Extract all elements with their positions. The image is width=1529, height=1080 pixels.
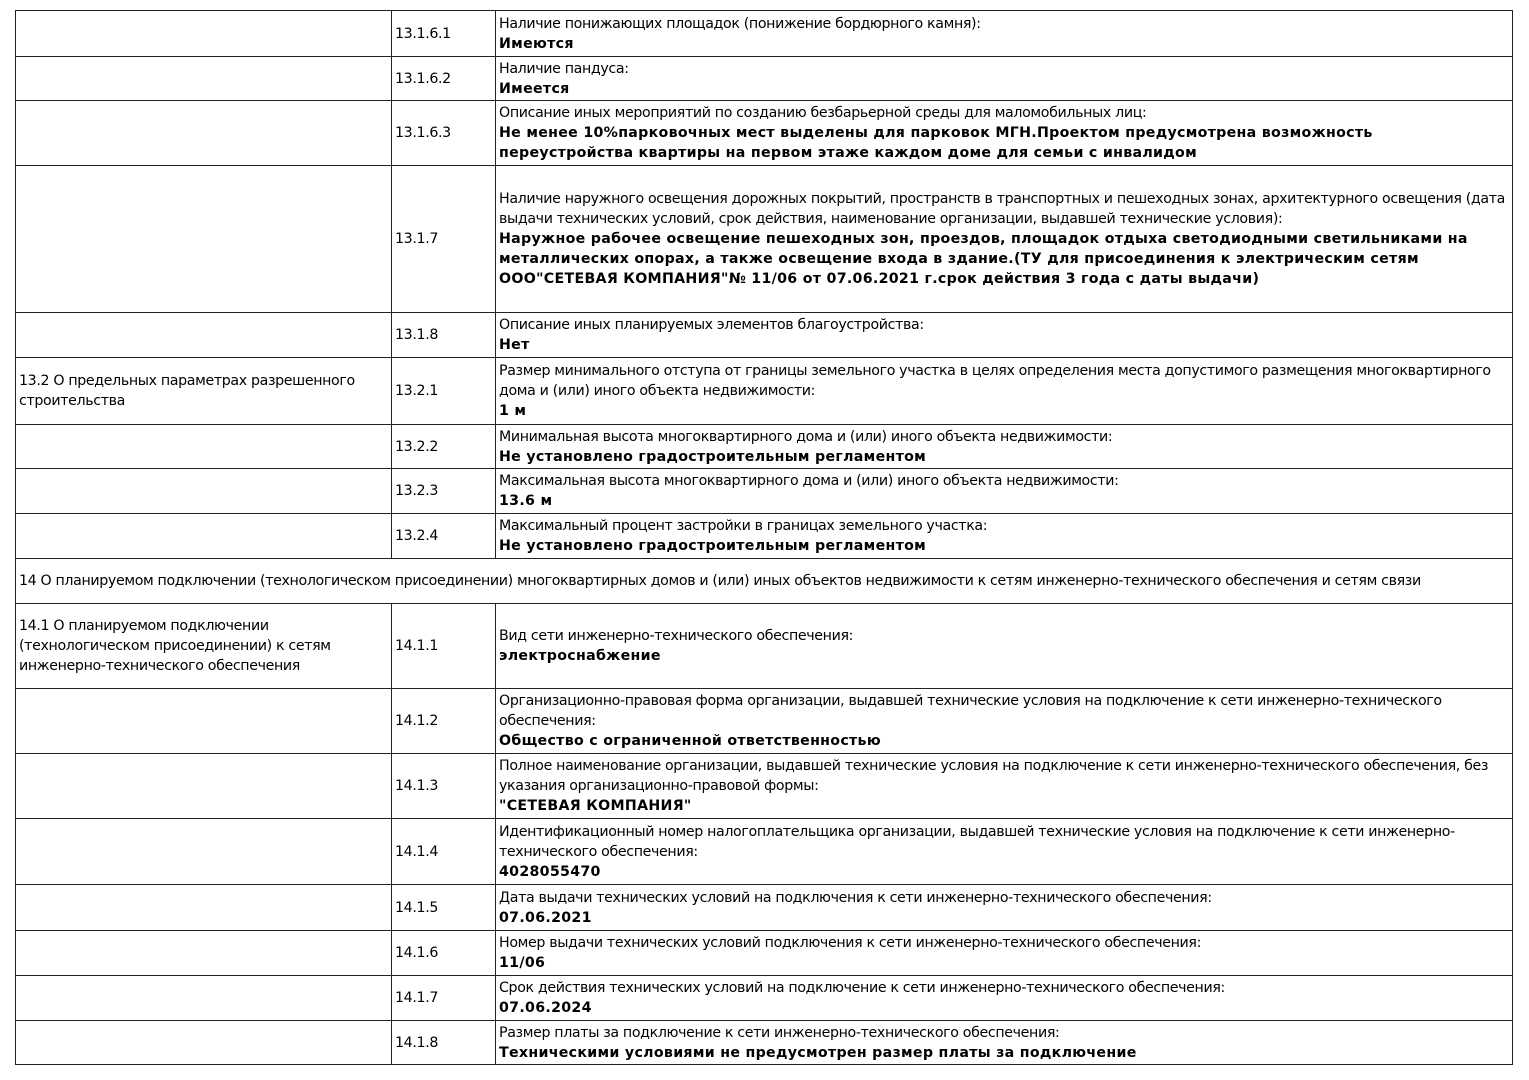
section-cell <box>16 976 392 1021</box>
section-cell <box>16 57 392 101</box>
section-cell <box>16 885 392 931</box>
item-value: 4028055470 <box>499 863 601 880</box>
item-number: 13.1.6.2 <box>392 57 496 101</box>
section-title-14: 14 О планируемом подключении (технологическом присоединении) многоквартирных домов и (или) иных объектов недвижимости к сетям инженерно-технического обеспечения и сетям связи <box>16 559 1513 604</box>
table-row <box>16 754 1513 819</box>
item-number: 14.1.1 <box>392 604 496 689</box>
item-label: Полное наименование организации, выдавшей технические условия на подключение к сети инженерно-технического обеспечения, без указания организационно-правовой формы: <box>499 758 1489 794</box>
item-value: Техническими условиями не предусмотрен размер платы за подключение <box>499 1044 1137 1061</box>
table-row <box>16 166 1513 313</box>
item-label: Номер выдачи технических условий подключения к сети инженерно-технического обеспечения: <box>499 935 1202 951</box>
item-value: Общество с ограниченной ответственностью <box>499 733 881 749</box>
item-label: Срок действия технических условий на подключение к сети инженерно-технического обеспечения: <box>499 980 1225 996</box>
item-content <box>496 57 1513 101</box>
item-value: 11/06 <box>499 955 546 971</box>
table-row <box>16 514 1513 559</box>
section-cell <box>16 1021 392 1065</box>
table-row <box>16 11 1513 57</box>
item-content <box>496 754 1513 819</box>
item-label: Дата выдачи технических условий на подключения к сети инженерно-технического обеспечения: <box>499 889 1212 906</box>
table-row <box>16 604 1513 689</box>
table-row <box>16 931 1513 976</box>
item-number: 13.1.6.1 <box>392 11 496 57</box>
item-content <box>496 313 1513 358</box>
item-number: 14.1.7 <box>392 976 496 1021</box>
table-row <box>16 976 1513 1021</box>
item-value: 07.06.2021 <box>499 909 592 926</box>
section-cell <box>16 425 392 469</box>
item-content <box>496 425 1513 469</box>
section-cell <box>16 514 392 559</box>
section-cell <box>16 469 392 514</box>
item-label: Максимальная высота многоквартирного дома и (или) иного объекта недвижимости: <box>499 473 1119 489</box>
section-cell <box>16 754 392 819</box>
section-row-14 <box>16 559 1513 604</box>
item-value: Не менее 10%парковочных мест выделены для парковок МГН.Проектом предусмотрена возможность переустройства квартиры на первом этаже каждом доме для семьи с инвалидом <box>499 125 1373 161</box>
item-value: Нет <box>499 337 530 353</box>
item-label: Максимальный процент застройки в границах земельного участка: <box>499 518 988 534</box>
item-label: Описание иных планируемых элементов благоустройства: <box>499 317 924 333</box>
item-content <box>496 514 1513 559</box>
item-label: Наличие наружного освещения дорожных покрытий, пространств в транспортных и пешеходных зонах, архитектурного освещения (дата выдачи технических условий, срок действия, наименование организации, выдавшей технические условия): <box>499 191 1505 227</box>
item-label: Наличие пандуса: <box>499 60 629 77</box>
section-cell <box>16 101 392 166</box>
item-number: 13.2.3 <box>392 469 496 514</box>
item-value: "СЕТЕВАЯ КОМПАНИЯ" <box>499 798 692 814</box>
table-row <box>16 313 1513 358</box>
section-cell <box>16 931 392 976</box>
table-row <box>16 885 1513 931</box>
section-title-13-2: 13.2 О предельных параметрах разрешенного строительства <box>16 358 392 425</box>
section-cell <box>16 689 392 754</box>
item-value: электроснабжение <box>499 648 661 664</box>
item-label: Вид сети инженерно-технического обеспечения: <box>499 628 854 644</box>
item-content <box>496 931 1513 976</box>
section-cell <box>16 11 392 57</box>
item-content <box>496 819 1513 885</box>
item-value: 13.6 м <box>499 493 553 509</box>
table-row <box>16 57 1513 101</box>
item-value: 1 м <box>499 403 527 419</box>
item-content <box>496 976 1513 1021</box>
table-row <box>16 358 1513 425</box>
item-label: Размер минимального отступа от границы земельного участка в целях определения места допустимого размещения многоквартирного дома и (или) иного объекта недвижимости: <box>499 363 1491 399</box>
item-content <box>496 1021 1513 1065</box>
item-value: Не установлено градостроительным регламентом <box>499 538 927 554</box>
item-label: Организационно-правовая форма организации, выдавшей технические условия на подключение к сети инженерно-технического обеспечения: <box>499 693 1442 729</box>
table-row <box>16 819 1513 885</box>
item-number: 14.1.2 <box>392 689 496 754</box>
item-value: 07.06.2024 <box>499 1000 592 1016</box>
item-content <box>496 166 1513 313</box>
item-label: Идентификационный номер налогоплательщика организации, выдавшей технические условия на подключение к сети инженерно-технического обеспечения: <box>499 823 1455 860</box>
item-value: Имеется <box>499 80 570 97</box>
item-content <box>496 358 1513 425</box>
item-label: Описание иных мероприятий по созданию безбарьерной среды для маломобильных лиц: <box>499 105 1147 121</box>
table-row <box>16 469 1513 514</box>
item-content <box>496 101 1513 166</box>
item-number: 13.1.6.3 <box>392 101 496 166</box>
item-content <box>496 689 1513 754</box>
item-content <box>496 885 1513 931</box>
table-row <box>16 101 1513 166</box>
declaration-table <box>15 10 1513 1065</box>
item-label: Размер платы за подключение к сети инженерно-технического обеспечения: <box>499 1024 1060 1041</box>
section-cell <box>16 313 392 358</box>
item-content <box>496 469 1513 514</box>
item-number: 13.2.4 <box>392 514 496 559</box>
item-number: 13.2.1 <box>392 358 496 425</box>
item-value: Наружное рабочее освещение пешеходных зон, проездов, площадок отдыха светодиодными светильниками на металлических опорах, а также освещение входа в здание.(ТУ для присоединения к электрическим сетям ООО"СЕТЕВАЯ КОМПАНИЯ"№ 11/06 от 07.06.2021 г.срок действия 3 года с даты выдачи) <box>499 231 1468 287</box>
item-content <box>496 604 1513 689</box>
item-number: 13.1.8 <box>392 313 496 358</box>
section-title-14-1: 14.1 О планируемом подключении (технологическом присоединении) к сетям инженерно-технического обеспечения <box>16 604 392 689</box>
item-number: 13.1.7 <box>392 166 496 313</box>
item-value: Не установлено градостроительным регламентом <box>499 448 927 465</box>
item-number: 14.1.4 <box>392 819 496 885</box>
item-number: 14.1.6 <box>392 931 496 976</box>
item-label: Наличие понижающих площадок (понижение бордюрного камня): <box>499 15 981 32</box>
table-row <box>16 689 1513 754</box>
table-row <box>16 1021 1513 1065</box>
item-value: Имеются <box>499 35 574 52</box>
table-row <box>16 425 1513 469</box>
item-content <box>496 11 1513 57</box>
section-cell <box>16 819 392 885</box>
item-number: 13.2.2 <box>392 425 496 469</box>
item-label: Минимальная высота многоквартирного дома и (или) иного объекта недвижимости: <box>499 428 1113 445</box>
section-cell <box>16 166 392 313</box>
item-number: 14.1.8 <box>392 1021 496 1065</box>
item-number: 14.1.5 <box>392 885 496 931</box>
item-number: 14.1.3 <box>392 754 496 819</box>
